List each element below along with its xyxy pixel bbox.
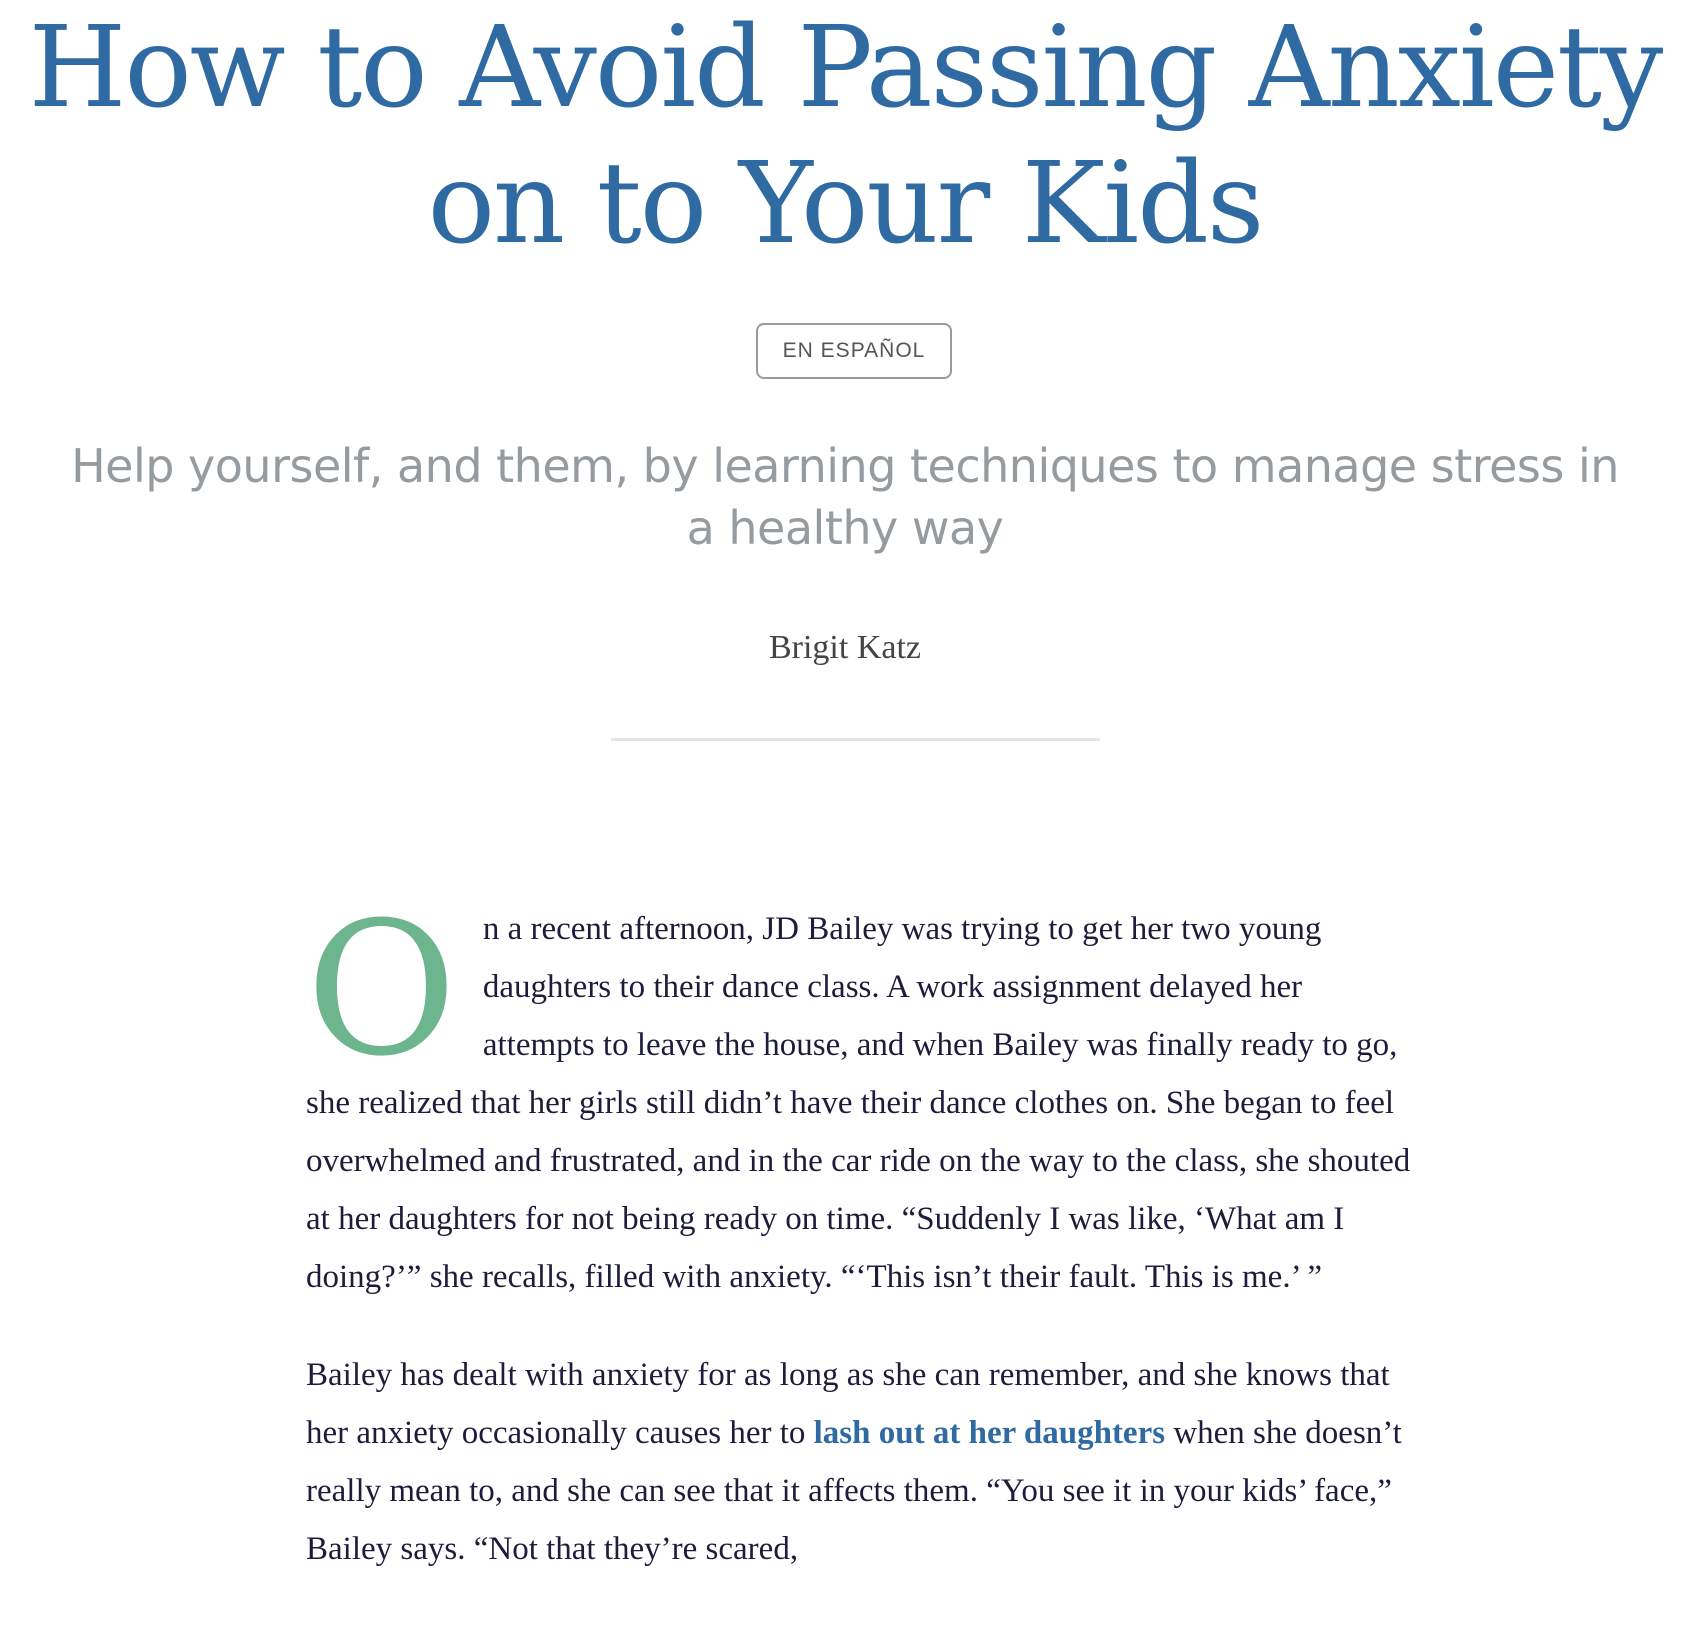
header-divider	[611, 738, 1100, 741]
article-title: How to Avoid Passing Anxiety on to Your Kids	[28, 3, 1662, 269]
lash-out-link[interactable]: lash out at her daughters	[813, 1415, 1166, 1451]
paragraph-2-text-before-link: Bailey has dealt with anxiety for as long as she can remember, and she knows that her anxiety occasionally causes her to	[306, 1357, 1390, 1451]
author-name[interactable]: Brigit Katz	[768, 629, 922, 666]
article-subtitle: Help yourself, and them, by learning techniques to manage stress in a healthy way	[71, 439, 1619, 555]
article-body	[306, 883, 1416, 1618]
paragraph-1	[306, 883, 1416, 1306]
en-espanol-button[interactable]: EN ESPAÑOL	[756, 323, 952, 379]
drop-cap: O	[306, 883, 457, 1097]
paragraph-2	[306, 1346, 1416, 1578]
paragraph-2-text-after-link: when she doesn’t really mean to, and she can see that it affects them. “You see it in your kids’ face,” Bailey says. “Not that they’re scared,	[306, 1415, 1402, 1567]
paragraph-1-text: n a recent afternoon, JD Bailey was trying to get her two young daughters to their dance class. A work assignment delayed her attempts to leave the house, and when Bailey was finally ready to go, she realized that her girls still didn’t have their dance clothes on. She began to feel overwhelmed and frustrated, and in the car ride on the way to the class, she shouted at her daughters for not being ready on time. “Suddenly I was like, ‘What am I doing?’” she recalls, filled with anxiety. “‘This isn’t their fault. This is me.’ ”	[306, 911, 1411, 1295]
